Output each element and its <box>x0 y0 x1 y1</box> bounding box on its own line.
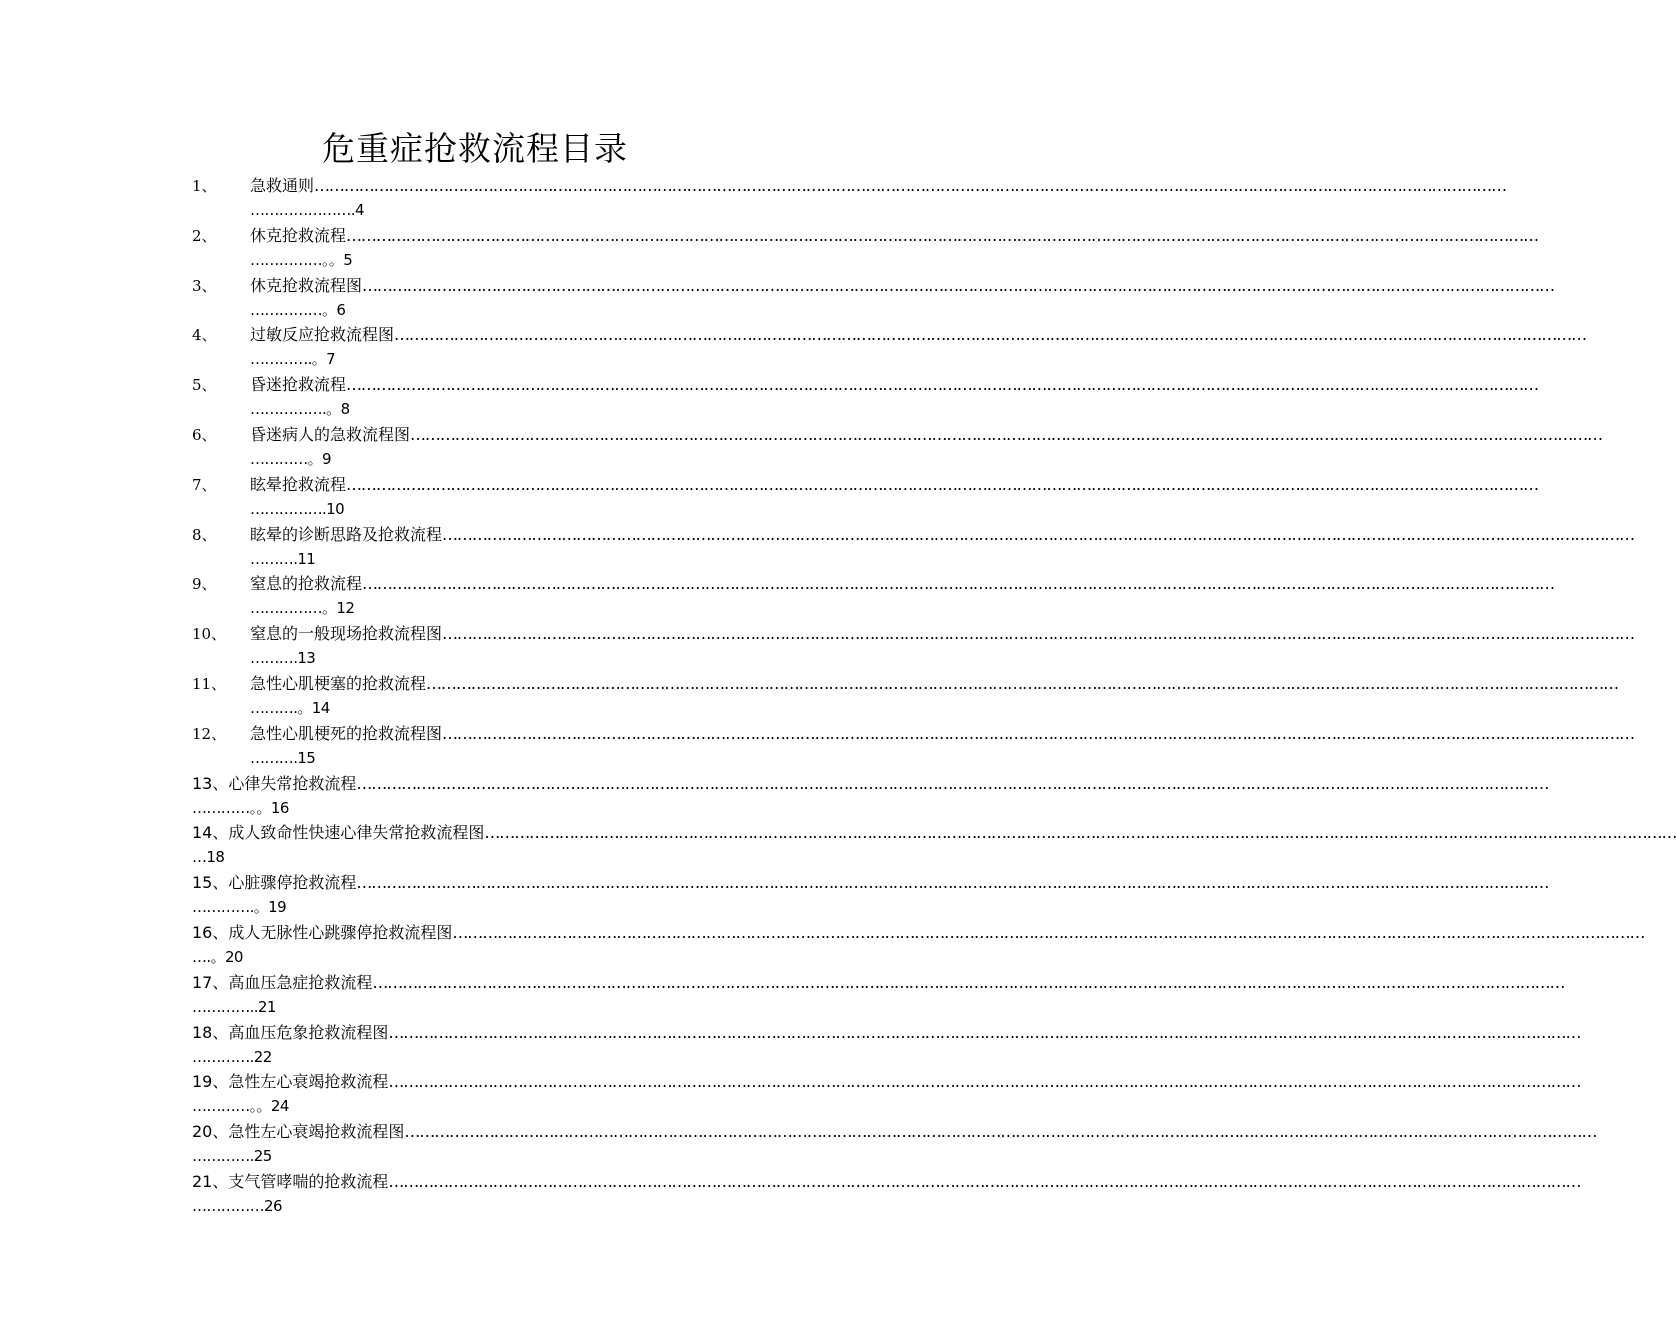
toc-entry-page-ref: ………….25 <box>192 1147 272 1166</box>
toc-leader-dots: …………………………………………………………………………………………………………………………………………………………………………………………………………………… <box>484 823 1676 843</box>
toc-entry <box>192 522 1635 572</box>
toc-entry <box>192 1020 1581 1070</box>
toc-leader-dots: …………………………………………………………………………………………………………………………………………………………………………………………………………………… <box>394 325 1587 345</box>
toc-entry-continuation <box>250 247 804 272</box>
toc-entry <box>192 721 1635 771</box>
toc-entry-continuation <box>192 994 804 1019</box>
toc-entry-page-ref: ……….11 <box>250 549 316 568</box>
toc-entry-line <box>192 721 1635 746</box>
toc-entry-page-ref: …18 <box>192 848 225 867</box>
toc-entry-line <box>192 920 1645 945</box>
toc-entry-continuation <box>250 197 804 222</box>
toc-entry-page-ref: ………….。19 <box>192 898 287 917</box>
toc-entry-title: 急性心肌梗塞的抢救流程 <box>250 673 427 693</box>
toc-entry-line <box>192 870 1549 895</box>
toc-entry-number: 3、 <box>192 276 217 295</box>
toc-entry-title: 休克抢救流程图 <box>250 275 363 295</box>
toc-entry <box>192 1169 1581 1219</box>
toc-entry-number: 8、 <box>192 525 217 544</box>
toc-entry-continuation <box>192 1093 804 1118</box>
toc-entry-number: 1、 <box>192 177 217 195</box>
toc-entry-line <box>192 472 1539 497</box>
toc-entry-continuation <box>192 894 804 919</box>
toc-entry-title: 休克抢救流程 <box>250 225 347 245</box>
toc-entry-line <box>192 1069 1581 1094</box>
toc-entry-line <box>192 223 1539 248</box>
toc-leader-dots: …………………………………………………………………………………………………………………………………………………………………………………………………………………… <box>404 1122 1597 1142</box>
toc-leader-dots: …………………………………………………………………………………………………………………………………………………………………………………………………………………… <box>410 424 1603 444</box>
toc-entry-continuation <box>250 745 804 770</box>
toc-entry-page-ref: ………….。7 <box>250 350 336 369</box>
toc-entry-line <box>192 273 1555 298</box>
toc-entry-title: 昏迷病人的急救流程图 <box>250 424 411 444</box>
toc-entry-page-ref: …………。。24 <box>192 1097 289 1116</box>
toc-entry-continuation <box>192 1044 804 1069</box>
toc-entry-title: 成人无脉性心跳骤停抢救流程图 <box>228 922 453 942</box>
toc-entry-title: 窒息的抢救流程 <box>250 574 363 594</box>
toc-leader-dots: …………………………………………………………………………………………………………………………………………………………………………………………………………………… <box>362 574 1555 594</box>
toc-entry-title: 支气管哮喘的抢救流程 <box>228 1171 389 1191</box>
toc-entry-continuation <box>192 844 804 869</box>
toc-entry-title: 过敏反应抢救流程图 <box>250 325 395 345</box>
toc-entry-title: 昏迷抢救流程 <box>250 375 347 395</box>
toc-entry-number: 17、 <box>192 972 229 992</box>
toc-entry <box>192 870 1549 920</box>
toc-entry-continuation <box>250 695 804 720</box>
toc-entry-page-ref: …………….。8 <box>250 400 350 419</box>
toc-entry-line <box>192 173 1507 198</box>
toc-entry-number: 10、 <box>192 625 227 644</box>
toc-leader-dots: …………………………………………………………………………………………………………………………………………………………………………………………………………………… <box>372 972 1565 992</box>
toc-leader-dots: …………………………………………………………………………………………………………………………………………………………………………………………………………………… <box>388 1072 1581 1092</box>
toc-leader-dots: …………………………………………………………………………………………………………………………………………………………………………………………………………………… <box>346 375 1539 395</box>
toc-entry-continuation <box>250 546 804 571</box>
toc-entry-continuation <box>192 1193 804 1218</box>
toc-entry-title: 急救通则 <box>250 176 315 195</box>
toc-entry-page-ref: ……………。6 <box>250 300 346 319</box>
toc-entry-line <box>192 1119 1597 1144</box>
toc-entry-page-ref: ……………26 <box>192 1196 282 1215</box>
toc-leader-dots: …………………………………………………………………………………………………………………………………………………………………………………………………………………… <box>426 673 1619 693</box>
toc-entry-number: 20、 <box>192 1122 229 1142</box>
toc-entry-page-ref: ……………。12 <box>250 599 355 618</box>
toc-entry <box>192 1069 1581 1119</box>
toc-entry-title: 心律失常抢救流程 <box>228 773 357 793</box>
toc-entry-line <box>192 1169 1581 1194</box>
toc-leader-dots: …………………………………………………………………………………………………………………………………………………………………………………………………………………… <box>346 474 1539 494</box>
toc-leader-dots: …………………………………………………………………………………………………………………………………………………………………………………………………………………… <box>388 1022 1581 1042</box>
toc-entry-number: 7、 <box>192 475 217 494</box>
toc-entry-page-ref: ………………….4 <box>250 201 364 219</box>
toc-entry-line <box>192 422 1603 447</box>
toc-entry-title: 眩晕抢救流程 <box>250 474 347 494</box>
toc-entry-continuation <box>250 346 804 371</box>
toc-entry <box>192 621 1635 671</box>
toc-entry-number: 21、 <box>192 1171 229 1191</box>
toc-entry-number: 5、 <box>192 376 217 395</box>
toc-leader-dots: …………………………………………………………………………………………………………………………………………………………………………………………………………………… <box>442 723 1635 743</box>
toc-entry <box>192 223 1539 273</box>
toc-entry-line <box>192 1020 1581 1045</box>
toc-entry <box>192 173 1507 223</box>
toc-entry-page-ref: …………。9 <box>250 449 331 468</box>
toc-entry-number: 9、 <box>192 575 217 594</box>
toc-entry <box>192 422 1603 472</box>
toc-entry-continuation <box>250 595 804 620</box>
toc-entry-number: 2、 <box>192 226 217 245</box>
toc-entry-title: 窒息的一般现场抢救流程图 <box>250 624 443 644</box>
toc-entry-page-ref: ……………。。5 <box>250 250 353 269</box>
toc-entry-page-ref: …………。。16 <box>192 798 289 817</box>
table-of-contents <box>192 173 1676 1219</box>
toc-entry-number: 6、 <box>192 425 217 444</box>
toc-entry-page-ref: ………….22 <box>192 1047 272 1066</box>
toc-entry-number: 12、 <box>192 724 227 743</box>
toc-entry-title: 高血压危象抢救流程图 <box>228 1022 389 1042</box>
toc-entry-number: 13、 <box>192 773 229 793</box>
toc-entry-page-ref: …………..21 <box>192 997 276 1016</box>
toc-leader-dots: …………………………………………………………………………………………………………………………………………………………………………………………………………………… <box>356 873 1549 893</box>
toc-entry-title: 急性左心衰竭抢救流程 <box>228 1072 389 1092</box>
toc-entry-continuation <box>192 1143 804 1168</box>
toc-entry-continuation <box>250 446 804 471</box>
toc-entry-continuation <box>192 795 804 820</box>
toc-entry-number: 18、 <box>192 1022 229 1042</box>
toc-entry-number: 14、 <box>192 823 229 843</box>
toc-entry <box>192 970 1565 1020</box>
toc-entry-title: 眩晕的诊断思路及抢救流程 <box>250 524 443 544</box>
toc-entry-line <box>192 671 1619 696</box>
toc-entry-number: 15、 <box>192 873 229 893</box>
toc-entry-page-ref: ….。20 <box>192 947 243 966</box>
toc-entry-number: 16、 <box>192 922 229 942</box>
toc-entry-line <box>192 771 1549 796</box>
toc-entry-continuation <box>250 496 804 521</box>
toc-leader-dots: …………………………………………………………………………………………………………………………………………………………………………………………………………………… <box>314 176 1507 195</box>
document-title: 危重症抢救流程目录 <box>322 129 628 168</box>
toc-entry-page-ref: ……….13 <box>250 649 316 668</box>
toc-leader-dots: …………………………………………………………………………………………………………………………………………………………………………………………………………………… <box>356 773 1549 793</box>
toc-entry-title: 急性左心衰竭抢救流程图 <box>228 1122 405 1142</box>
toc-entry <box>192 820 1676 870</box>
toc-entry-title: 心脏骤停抢救流程 <box>228 873 357 893</box>
toc-leader-dots: …………………………………………………………………………………………………………………………………………………………………………………………………………………… <box>346 225 1539 245</box>
toc-entry-line <box>192 322 1587 347</box>
toc-entry-line <box>192 522 1635 547</box>
toc-leader-dots: …………………………………………………………………………………………………………………………………………………………………………………………………………………… <box>388 1171 1581 1191</box>
toc-entry <box>192 273 1555 323</box>
toc-entry-line <box>192 621 1635 646</box>
toc-entry-continuation <box>250 645 804 670</box>
toc-entry-number: 4、 <box>192 326 217 345</box>
toc-entry-title: 成人致命性快速心律失常抢救流程图 <box>228 823 485 843</box>
toc-entry <box>192 1119 1597 1169</box>
toc-entry <box>192 571 1555 621</box>
toc-entry-continuation <box>250 396 804 421</box>
toc-entry-continuation <box>192 944 804 969</box>
toc-leader-dots: …………………………………………………………………………………………………………………………………………………………………………………………………………………… <box>442 524 1635 544</box>
toc-entry <box>192 920 1645 970</box>
toc-leader-dots: …………………………………………………………………………………………………………………………………………………………………………………………………………………… <box>442 624 1635 644</box>
toc-entry <box>192 322 1587 372</box>
toc-entry-continuation <box>250 297 804 322</box>
toc-entry <box>192 671 1619 721</box>
toc-entry-line <box>192 571 1555 596</box>
toc-entry-line <box>192 970 1565 995</box>
toc-entry-line <box>192 372 1539 397</box>
toc-entry-page-ref: ……….。14 <box>250 698 330 717</box>
toc-entry-page-ref: …………….10 <box>250 499 345 518</box>
toc-entry <box>192 472 1539 522</box>
toc-entry <box>192 771 1549 821</box>
toc-leader-dots: …………………………………………………………………………………………………………………………………………………………………………………………………………………… <box>452 922 1645 942</box>
toc-leader-dots: …………………………………………………………………………………………………………………………………………………………………………………………………………………… <box>362 275 1555 295</box>
toc-entry-number: 19、 <box>192 1072 229 1092</box>
toc-entry-line <box>192 820 1676 845</box>
toc-entry-title: 急性心肌梗死的抢救流程图 <box>250 723 443 743</box>
toc-entry-title: 高血压急症抢救流程 <box>228 972 373 992</box>
toc-entry-page-ref: ……….15 <box>250 748 316 767</box>
toc-entry <box>192 372 1539 422</box>
toc-entry-number: 11、 <box>192 674 227 693</box>
